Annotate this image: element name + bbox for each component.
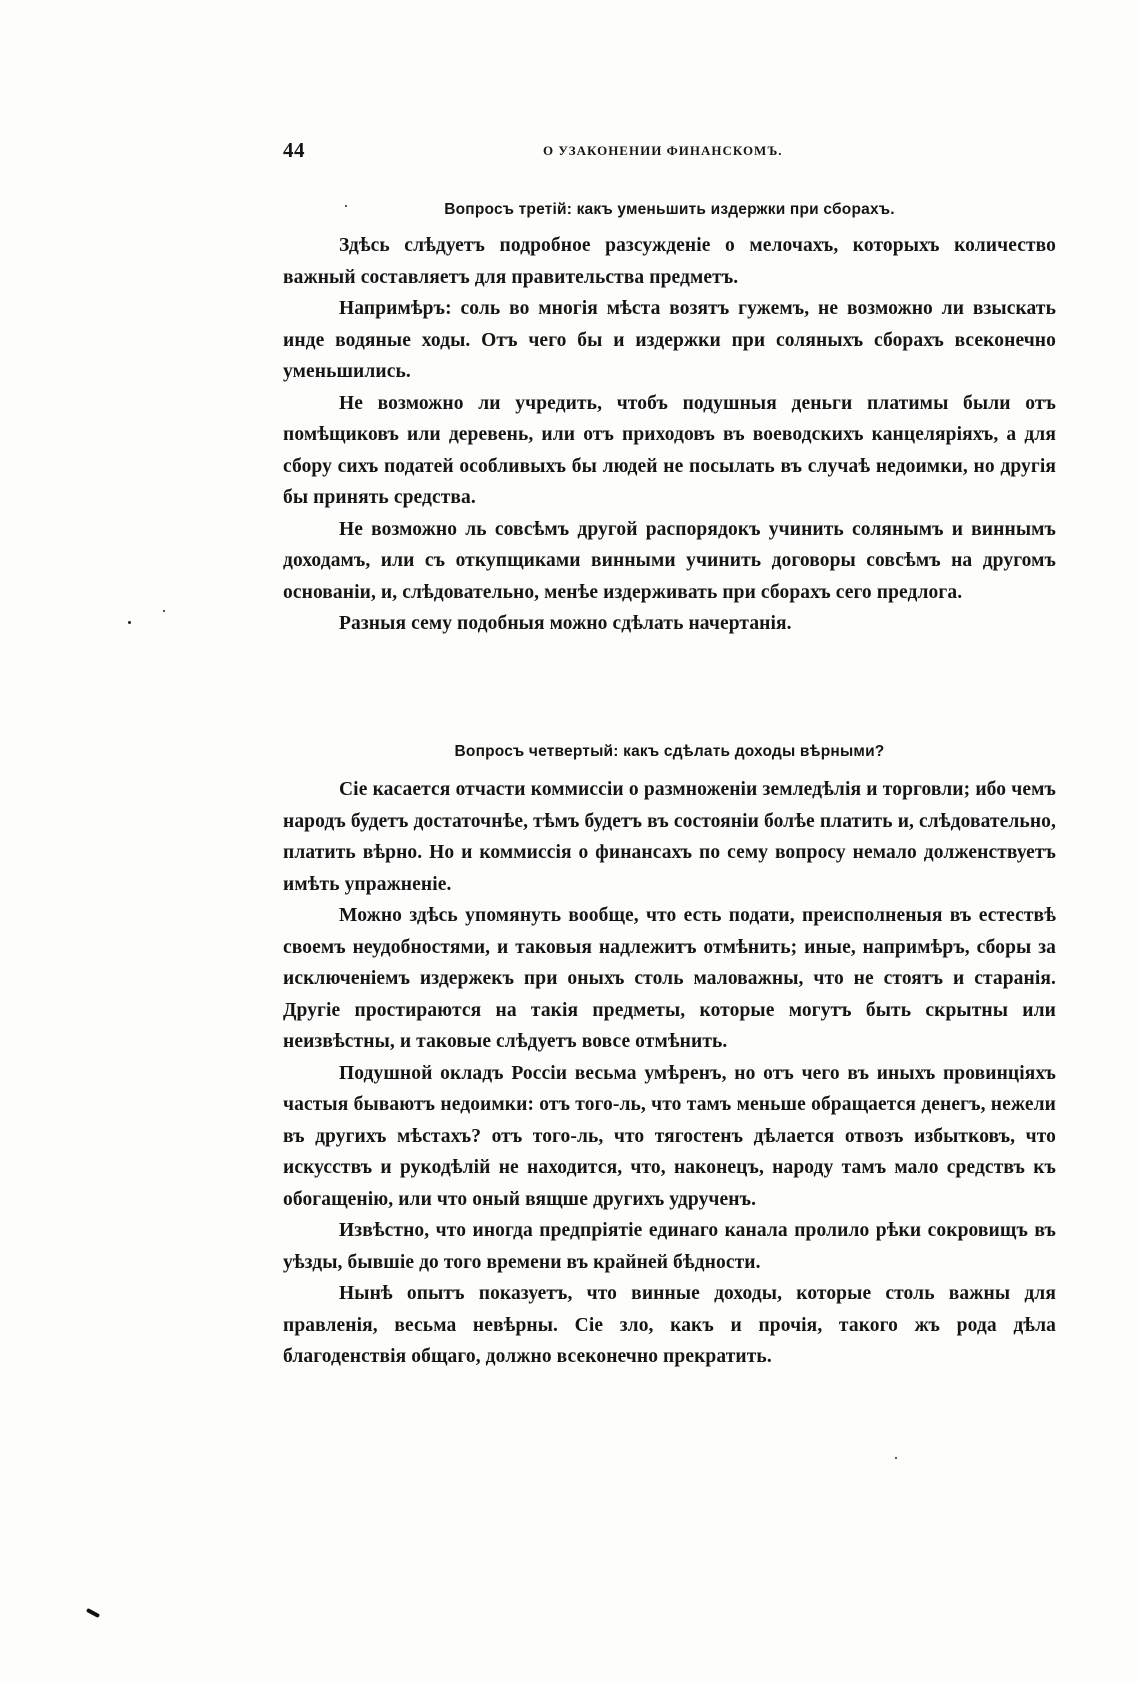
- scan-speck: [895, 1457, 897, 1459]
- section-3-heading: Вопросъ третій: какъ уменьшить издержки при сборахъ.: [444, 201, 895, 218]
- section-4-paragraph-1: Сіе касается отчасти коммиссіи о размноженіи земледѣлія и торговли; ибо чемъ народъ будетъ достаточнѣе, тѣмъ будетъ въ состояніи болѣе платить и, слѣдовательно, платить вѣрно. Но и коммиссія о финансахъ по сему вопросу немало долженствуетъ имѣть упражненіе.: [283, 779, 1056, 895]
- section-4-heading: Вопросъ четвертый: какъ сдѣлать доходы вѣрными?: [454, 743, 885, 760]
- section-3-paragraph-4: Не возможно ль совсѣмъ другой распорядокъ учинить солянымъ и виннымъ доходамъ, или съ откупщиками винными учинить договоры совсѣмъ на другомъ основаніи, и, слѣдовательно, менѣе издерживать при сборахъ сего предлога.: [283, 518, 1056, 603]
- section-3-heading-block: [283, 201, 1056, 219]
- section-4-paragraph-3: Подушной окладъ Россіи весьма умѣренъ, но отъ чего въ иныхъ провинціяхъ частыя бываютъ недоимки: отъ того-ль, что тамъ меньше обращается денегъ, нежели въ другихъ мѣстахъ? отъ того-ль, что тягостенъ дѣлается отвозъ избытковъ, что искусствъ и рукодѣлій не находится, что, наконецъ, народу тамъ мало средствъ къ обогащенію, или что оный вящше другихъ удрученъ.: [283, 1062, 1056, 1210]
- page-header: [283, 138, 1056, 168]
- section-3-paragraph-1: Здѣсь слѣдуетъ подробное разсужденіе о мелочахъ, которыхъ количество важный составляетъ для правительства предметъ.: [283, 235, 1056, 288]
- section-3-paragraph-2: Напримѣръ: соль во многія мѣста возятъ гужемъ, не возможно ли взыскать инде водяные ходы. Отъ чего бы и издержки при соляныхъ сборахъ всеконечно уменьшились.: [283, 298, 1056, 382]
- section-4-paragraph-2: Можно здѣсь упомянуть вообще, что есть подати, преисполненыя въ естествѣ своемъ неудобностями, и таковыя надлежитъ отмѣнить; иные, напримѣръ, сборы за исключеніемъ издержекъ при оныхъ столь маловажны, что не стоятъ и старанія. Другіе простираются на такія предметы, которые могутъ быть скрытны или неизвѣстны, и таковые слѣдуетъ вовсе отмѣнить.: [283, 905, 1056, 1052]
- section-4-paragraph-4: Извѣстно, что иногда предпріятіе единаго канала пролило рѣки сокровищъ въ уѣзды, бывшіе до того времени въ крайней бѣдности.: [283, 1220, 1056, 1273]
- scan-mark: [86, 1608, 100, 1618]
- section-3-paragraph-3: Не возможно ли учредить, чтобъ подушныя деньги платимы были отъ помѣщиковъ или деревень, или отъ приходовъ въ воеводскихъ канцеляріяхъ, а для сбору сихъ податей особливыхъ бы людей не посылать въ случаѣ недоимки, но другія бы принять средства.: [283, 392, 1056, 508]
- scan-speck: [163, 610, 165, 612]
- section-4-heading-block: [283, 743, 1056, 761]
- scan-speck: [345, 205, 347, 207]
- section-4-paragraph-5: Нынѣ опытъ показуетъ, что винные доходы, которые столь важны для правленія, весьма невѣрны. Сіе зло, какъ и прочія, такого жъ рода дѣла благоденствія общаго, должно всеконечно прекратить.: [283, 1283, 1056, 1367]
- section-3-body: [283, 230, 1056, 640]
- scan-speck: [128, 621, 131, 624]
- section-4-body: [283, 774, 1056, 1373]
- section-3-paragraph-5: Разныя сему подобныя можно сдѣлать начертанія.: [339, 613, 792, 634]
- running-title: О УЗАКОНЕНИИ ФИНАНСКОМЪ.: [543, 143, 783, 158]
- page-number: 44: [283, 138, 305, 162]
